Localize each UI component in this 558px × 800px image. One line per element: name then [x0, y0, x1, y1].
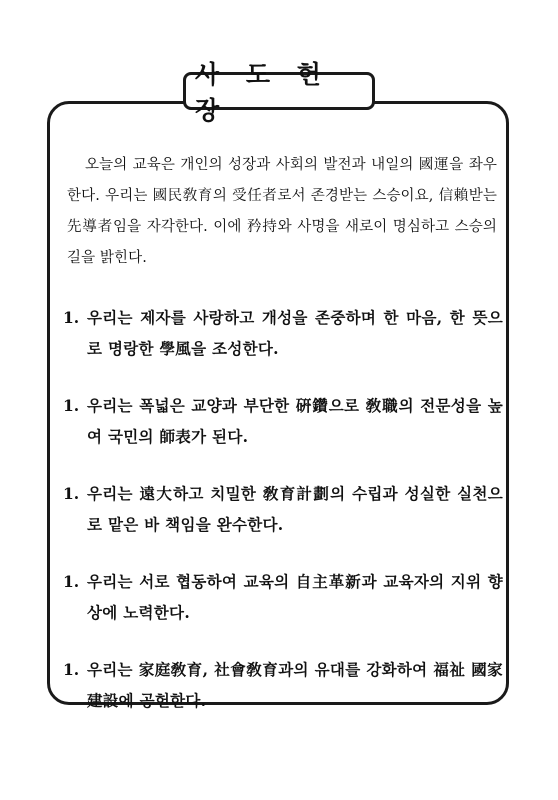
- pledge-text: 우리는 遠大하고 치밀한 敎育計劃의 수립과 성실한 실천으로 맡은 바 책임을 완수한다.: [87, 484, 503, 534]
- pledge-text: 우리는 제자를 사랑하고 개성을 존중하며 한 마음, 한 뜻으로 명랑한 學風을 조성한다.: [87, 308, 503, 358]
- pledge-list: [63, 302, 503, 742]
- charter-title-box: [183, 60, 375, 125]
- pledge-number: 1.: [63, 308, 80, 327]
- pledge-item: [63, 390, 503, 478]
- pledge-number: 1.: [63, 396, 80, 415]
- pledge-item: [63, 566, 503, 654]
- charter-title: 사 도 헌 장: [195, 60, 330, 125]
- preamble-paragraph: 오늘의 교육은 개인의 성장과 사회의 발전과 내일의 國運을 좌우한다. 우리는 國民敎育의 受任者로서 존경받는 스승이요, 信賴받는 先導者임을 자각한다. 이에 矜持와 사명을 새로이 명심하고 스승의 길을 밝힌다.: [67, 157, 497, 266]
- pledge-item: [63, 302, 503, 390]
- pledge-text: 우리는 폭넓은 교양과 부단한 硏鑽으로 敎職의 전문성을 높여 국민의 師表가 된다.: [87, 396, 503, 446]
- pledge-number: 1.: [63, 660, 80, 679]
- pledge-text: 우리는 서로 협동하여 교육의 自主革新과 교육자의 지위 향상에 노력한다.: [87, 572, 503, 622]
- pledge-item: [63, 478, 503, 566]
- pledge-number: 1.: [63, 572, 80, 591]
- pledge-item: [63, 654, 503, 742]
- pledge-number: 1.: [63, 484, 80, 503]
- pledge-text: 우리는 家庭敎育, 社會敎育과의 유대를 강화하여 福祉 國家 建設에 공헌한다.: [87, 660, 503, 710]
